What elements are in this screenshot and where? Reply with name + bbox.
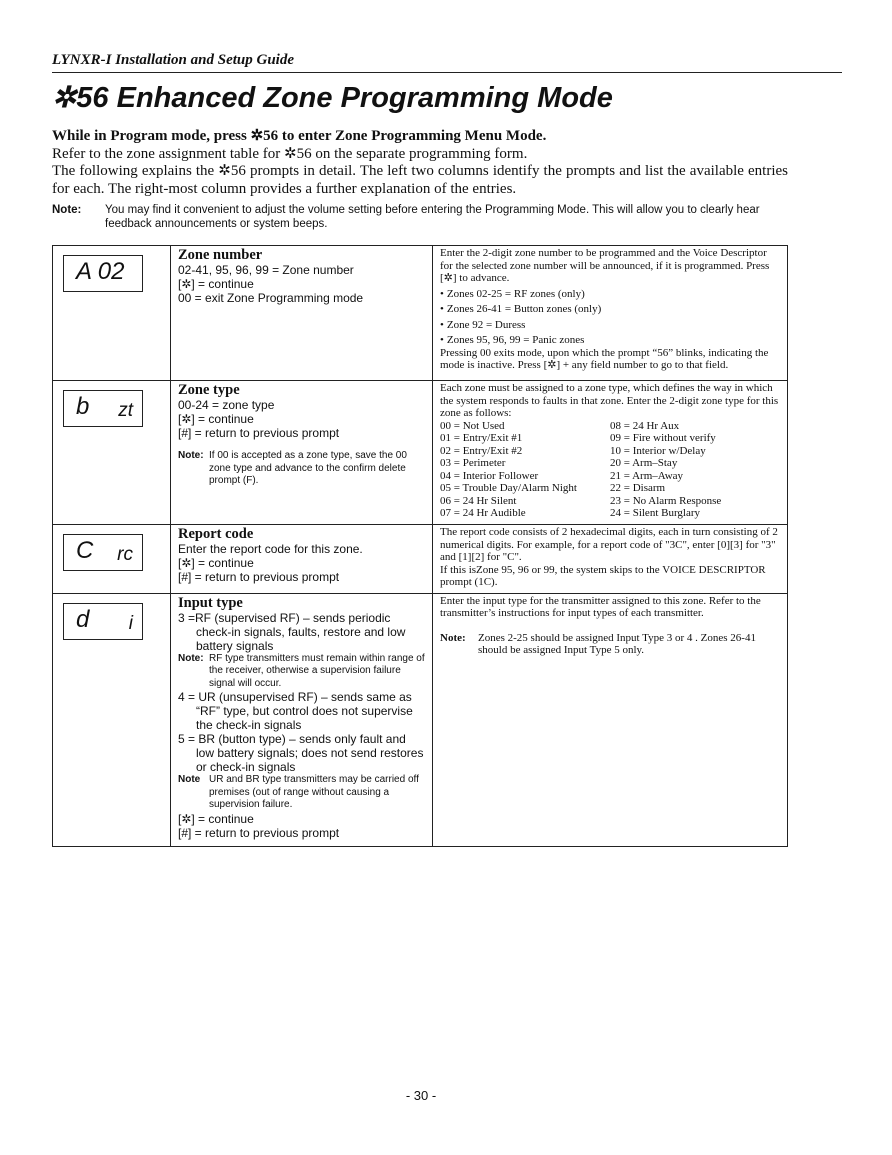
lcd-text: b: [76, 393, 90, 420]
zone-programming-table: [52, 245, 788, 847]
table-row: [53, 525, 788, 594]
input-option: 5 = BR (button type) – sends only fault and low battery signals; does not send restores or check-in signals: [178, 732, 424, 774]
list-item: 09 = Fire without verify: [610, 432, 716, 444]
lcd-display: [63, 603, 143, 640]
lcd-display: [63, 534, 143, 571]
entry-cell: [171, 525, 433, 594]
explanation-text: The report code consists of 2 hexadecimal digits, each in turn consisting of 2 numerical digits. For example, for a report code of "3C", enter [0][3] for "3" and [1][2] for "C".: [440, 526, 778, 563]
note-label: Note:: [178, 450, 204, 461]
note-text: If 00 is accepted as a zone type, save the 00 zone type and advance to the confirm delete prompt (F).: [209, 450, 407, 486]
intro-note: [52, 203, 792, 231]
entry-line: [#] = return to previous prompt: [178, 426, 340, 440]
entry-title: Report code: [178, 526, 254, 542]
list-item: 21 = Arm–Away: [610, 469, 684, 482]
explanation-text: Pressing 00 exits mode, upon which the prompt “56” blinks, indicating the mode is inactive. Press [✲] + any field number to go to that field.: [440, 346, 769, 371]
entry-title: Zone number: [178, 247, 263, 263]
note-text: Zones 2-25 should be assigned Input Type 3 or 4 . Zones 26-41 should be assigned Input Type 5 only.: [478, 631, 756, 656]
entry-cell: [171, 381, 433, 525]
entry-line: [✲] = continue: [178, 811, 254, 826]
note-label: Note:: [178, 652, 204, 664]
entry-line: [#] = return to previous prompt: [178, 825, 340, 840]
list-item: 07 = 24 Hr Audible: [440, 507, 526, 519]
prompt-display-cell: [53, 381, 171, 525]
intro-section: [52, 128, 788, 198]
entry-line: Enter the report code for this zone.: [178, 542, 363, 556]
prompt-display-cell: [53, 525, 171, 594]
explanation-text: Enter the input type for the transmitter assigned to this zone. Refer to the transmitter’s instructions for input types of each transmitter.: [440, 594, 761, 619]
explanation-text: Each zone must be assigned to a zone type, which defines the way in which the system responds to faults in that zone. Enter the 2-digit zone type for this zone as follows:: [440, 382, 779, 419]
list-item: • Zones 26-41 = Button zones (only): [440, 303, 781, 316]
list-item: 01 = Entry/Exit #1: [440, 432, 523, 444]
explanation-cell: [433, 246, 788, 381]
explanation-text: Enter the 2-digit zone number to be programmed and the Voice Descriptor for the selected zone number will be announced, if it is programmed. Press [✲] to advance.: [440, 247, 770, 284]
list-item: • Zones 95, 96, 99 = Panic zones: [440, 334, 781, 347]
list-item: 20 = Arm–Stay: [610, 457, 678, 469]
lcd-text: A 02: [76, 258, 125, 285]
lcd-subtext: zt: [118, 400, 133, 421]
explanation-note: [440, 632, 781, 657]
list-item: 04 = Interior Follower: [440, 469, 539, 482]
lcd-display: [63, 255, 143, 292]
note-label: Note:: [440, 631, 466, 644]
entry-title: Input type: [178, 594, 243, 611]
prompt-display-cell: [53, 246, 171, 381]
lcd-subtext: rc: [117, 544, 133, 565]
prompt-display-cell: [53, 593, 171, 846]
list-item: 24 = Silent Burglary: [610, 507, 701, 519]
page-title: ✲56 Enhanced Zone Programming Mode: [52, 82, 613, 114]
entry-line: 00 = exit Zone Programming mode: [178, 291, 364, 305]
table-row: [53, 593, 788, 846]
entry-line: [✲] = continue: [178, 277, 254, 291]
input-option: 4 = UR (unsupervised RF) – sends same as “RF” type, but control does not supervise the check-in signals: [178, 690, 413, 732]
lcd-display: [63, 390, 143, 427]
entry-note: [178, 450, 426, 488]
table-row: [53, 246, 788, 381]
intro-lead: While in Program mode, press ✲56 to enter Zone Programming Menu Mode.: [52, 128, 547, 144]
explanation-cell: [433, 593, 788, 846]
list-item: 06 = 24 Hr Silent: [440, 494, 517, 507]
list-item: 10 = Interior w/Delay: [610, 444, 706, 457]
list-item: 03 = Perimeter: [440, 457, 506, 469]
lcd-text: C: [76, 537, 94, 564]
note-text: RF type transmitters must remain within range of the receiver, otherwise a supervision failure signal will occur.: [209, 652, 425, 689]
list-item: • Zone 92 = Duress: [440, 319, 781, 332]
intro-paragraph-1: Refer to the zone assignment table for ✲56 on the separate programming form.: [52, 145, 528, 162]
header-rule: [52, 72, 842, 73]
entry-cell: [171, 593, 433, 846]
lcd-text: d: [76, 605, 90, 633]
note-label: Note: [178, 774, 201, 785]
intro-paragraph-2: The following explains the ✲56 prompts in detail. The left two columns identify the prompts and list the available entries for each. The right-most column provides a further explanation of the entries.: [52, 163, 788, 197]
entry-line: 02-41, 95, 96, 99 = Zone number: [178, 263, 354, 277]
explanation-cell: [433, 525, 788, 594]
page-number: - 30 -: [405, 1088, 437, 1103]
list-item: 02 = Entry/Exit #2: [440, 444, 523, 457]
entry-title: Zone type: [178, 382, 240, 398]
lcd-subtext: i: [128, 612, 133, 634]
note-text: UR and BR type transmitters may be carried off premises (out of range without causing a supervision failure.: [209, 774, 419, 810]
entry-line: [✲] = continue: [178, 412, 254, 426]
explanation-cell: [433, 381, 788, 525]
list-item: • Zones 02-25 = RF zones (only): [440, 288, 781, 301]
entry-note: [178, 774, 426, 812]
explanation-text: If this isZone 95, 96 or 99, the system skips to the VOICE DESCRIPTOR prompt (1C).: [440, 563, 766, 588]
running-header: LYNXR-I Installation and Setup Guide: [52, 52, 294, 68]
list-item: 05 = Trouble Day/Alarm Night: [440, 482, 577, 494]
entry-cell: [171, 246, 433, 381]
list-item: 08 = 24 Hr Aux: [610, 419, 680, 432]
table-row: [53, 381, 788, 525]
list-item: 23 = No Alarm Response: [610, 494, 722, 507]
list-item: 22 = Disarm: [610, 482, 666, 494]
note-label: Note:: [52, 204, 82, 216]
input-option: 3 =RF (supervised RF) – sends periodic check-in signals, faults, restore and low battery signals: [178, 610, 406, 653]
entry-line: [✲] = continue: [178, 556, 254, 570]
note-text: You may find it convenient to adjust the volume setting before entering the Programming Mode. This will allow you to clearly hear feedback announcements or system beeps.: [105, 204, 760, 230]
list-item: 00 = Not Used: [440, 419, 505, 432]
entry-line: [#] = return to previous prompt: [178, 570, 340, 584]
entry-note: [178, 653, 426, 691]
zone-type-list: [440, 420, 781, 520]
entry-line: 00-24 = zone type: [178, 398, 275, 412]
